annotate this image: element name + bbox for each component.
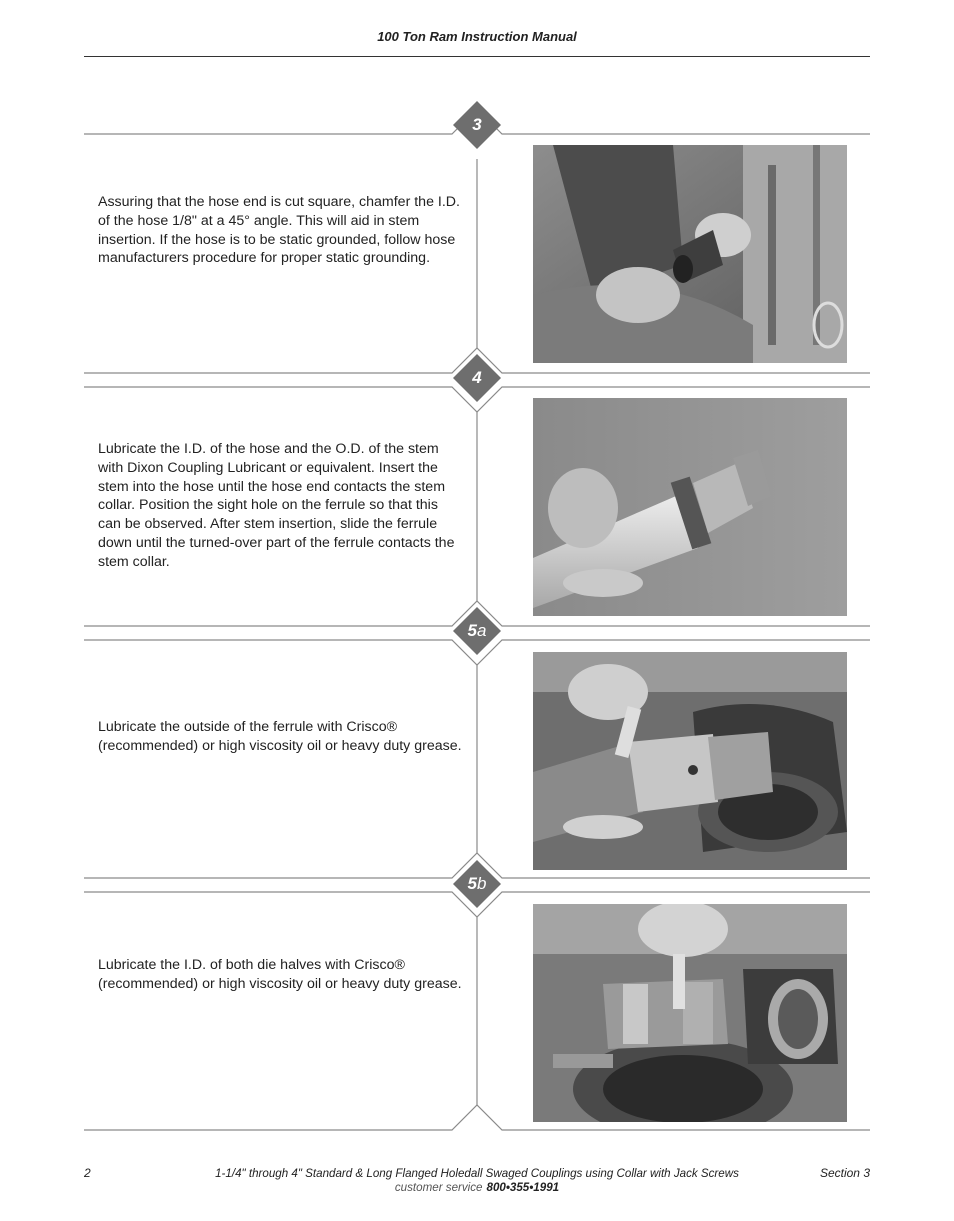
step-3-number: 3 [472,115,482,134]
manual-title: 100 Ton Ram Instruction Manual [377,29,577,44]
step-5a-text: Lubricate the outside of the ferrule with Crisco® (recommended) or high viscosity oil or heavy duty grease. [98,719,462,754]
customer-service-label: customer service [394,1181,483,1194]
customer-service-line [0,1181,954,1194]
step-4-number: 4 [472,368,482,387]
footer-section: Section 3 [819,1166,870,1180]
step-3-photo [533,145,847,363]
step-4-text: Lubricate the I.D. of the hose and the O.D. of the stem with Dixon Coupling Lubricant or equivalent. Insert the stem into the hose until the hose end contacts the stem collar. Position the sight hole on the ferrule so that this can be observed. After stem insertion, slide the ferrule down until the turned-over part of the ferrule contacts the stem collar. [98,441,455,570]
step-4-photo [533,398,847,616]
page-number: 2 [84,1166,91,1180]
step-3-text: Assuring that the hose end is cut square, chamfer the I.D. of the hose 1/8" at a 45° angle. This will aid in stem insertion. If the hose is to be static grounded, follow hose manufacturers procedure for proper static grounding. [98,194,460,267]
step-5a-number: 5a [467,621,487,640]
customer-service-phone: 800•355•1991 [486,1181,560,1194]
step-5b-text: Lubricate the I.D. of both die halves with Crisco® (recommended) or high viscosity oil or heavy duty grease. [98,957,462,992]
step-5b-number: 5b [467,874,487,893]
step-5a-photo [533,652,847,870]
step-5b-photo [533,904,847,1122]
footer-description: 1-1/4" through 4" Standard & Long Flanged Holedall Swaged Couplings using Collar with Jack Screws [215,1167,739,1180]
